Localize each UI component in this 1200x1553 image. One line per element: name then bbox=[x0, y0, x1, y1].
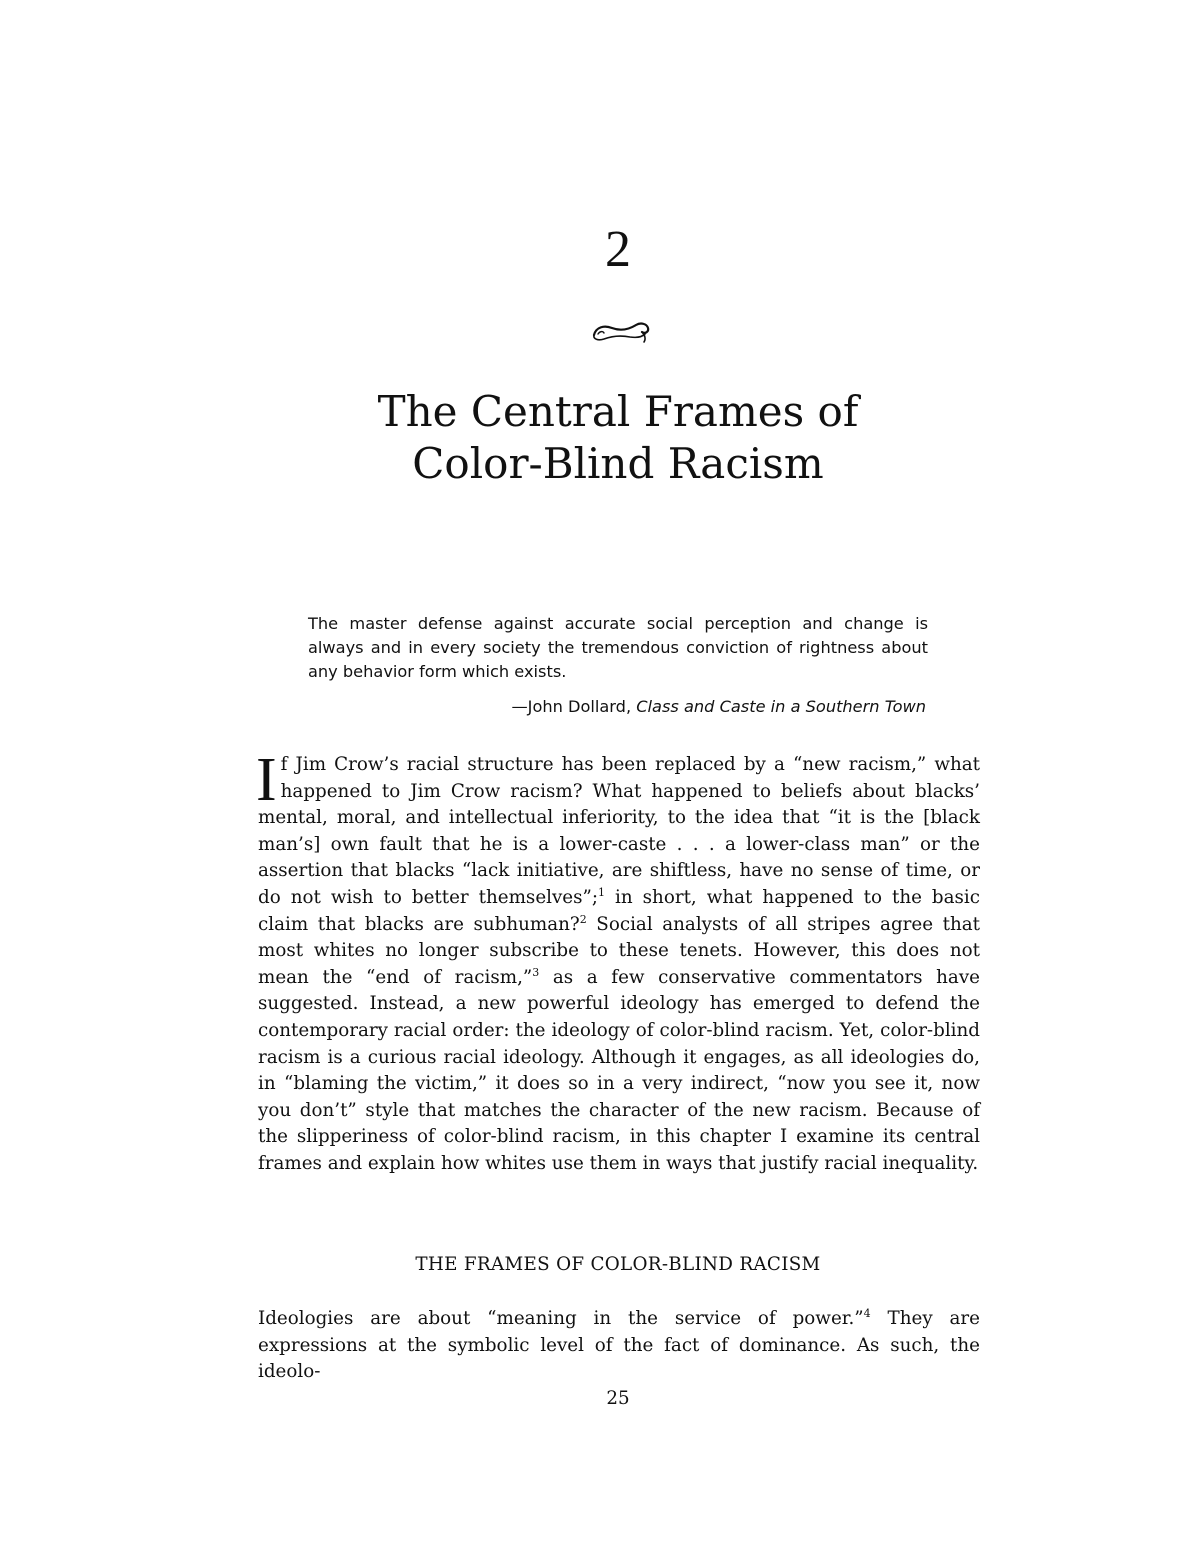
second-paragraph bbox=[258, 1306, 980, 1386]
epigraph-source-title: Class and Caste in a Southern Town bbox=[636, 697, 926, 716]
section-heading: THE FRAMES OF COLOR-BLIND RACISM bbox=[415, 1254, 821, 1275]
footnote-marker: 1 bbox=[598, 885, 606, 899]
body-paragraph bbox=[256, 746, 981, 1178]
drop-cap: I bbox=[256, 746, 277, 814]
chapter-number: 2 bbox=[605, 221, 631, 278]
paragraph-text: as a few conservative commentators have suggested. Instead, a new powerful ideology has emerged to defend the contemporary racial order: the ideology of color-blind racism. Yet, color-blind racism is a curious racial ideology. Although it engages, as all ideologies do, in “blaming the victim,” it does so in a very indirect, “now you see it, now you don’t” style that matches the character of the new racism. Because of the slipperiness of color-blind racism, in this chapter I examine its central frames and explain how whites use them in ways that justify racial inequality. bbox=[258, 966, 980, 1174]
flourish-ornament-icon bbox=[590, 317, 652, 345]
page-number: 25 bbox=[606, 1388, 630, 1409]
chapter-title-line-1: The Central Frames of bbox=[377, 387, 859, 436]
epigraph-author: —John Dollard, bbox=[511, 697, 637, 716]
paragraph-text: Ideologies are about “meaning in the service of power.” bbox=[258, 1308, 864, 1329]
chapter-title bbox=[0, 386, 1200, 490]
paragraph-text: in short, what happened to the basic claim that blacks are subhuman? bbox=[258, 886, 981, 935]
paragraph-text: f Jim Crow’s racial structure has been replaced by a “new racism,” what happened to Jim Crow racism? What happened to beliefs about blacks’ mental, moral, and intellectual inferiority, to the idea that “it is the [black man’s] own fault that he is a lower-caste . . . a lower-class man” or the assertion that blacks “lack initiative, are shiftless, have no sense of time, or do not wish to better themselves”; bbox=[258, 754, 980, 908]
paragraph-text: They are expressions at the symbolic level of the fact of dominance. As such, the ideolo- bbox=[258, 1308, 980, 1383]
epigraph-quote: The master defense against accurate social perception and change is always and in every society the tremendous conviction of rightness about any behavior form which exists. bbox=[308, 614, 928, 681]
footnote-marker: 3 bbox=[532, 965, 540, 979]
footnote-marker: 4 bbox=[863, 1306, 871, 1320]
footnote-marker: 2 bbox=[579, 912, 587, 926]
chapter-title-line-2: Color-Blind Racism bbox=[412, 439, 824, 488]
epigraph-attribution bbox=[308, 695, 926, 719]
paragraph-text: Social analysts of all stripes agree that most whites no longer subscribe to these tenets. However, this does not mean the “end of racism,” bbox=[258, 913, 980, 988]
